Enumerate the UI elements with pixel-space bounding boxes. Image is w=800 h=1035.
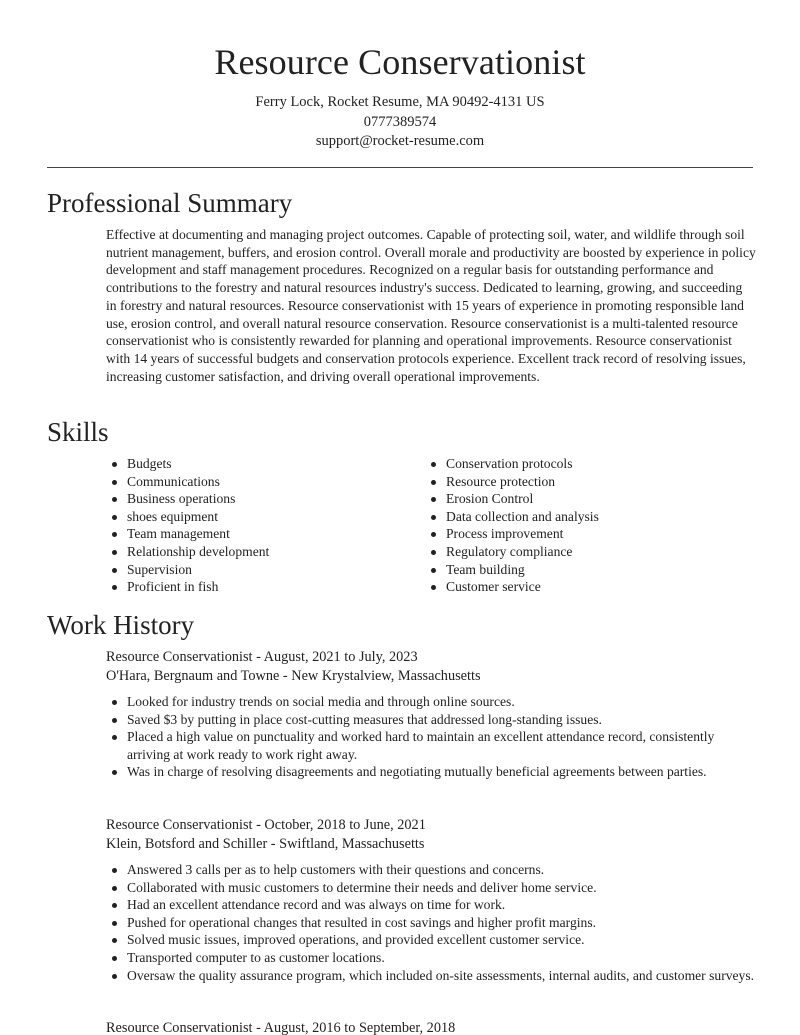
job-company-location: O'Hara, Bergnaum and Towne - New Krystalview, Massachusetts	[106, 667, 481, 684]
skills-list-right	[425, 455, 599, 596]
summary-text	[106, 226, 756, 385]
skill-item: Communications	[106, 473, 269, 491]
job-duty: Solved music issues, improved operations, and provided excellent customer service.	[106, 931, 756, 949]
skill-item: Customer service	[425, 578, 599, 596]
job-title-dates: Resource Conservationist - August, 2016 to September, 2018	[106, 1020, 456, 1035]
section-title-skills: Skills	[47, 417, 109, 447]
skill-item: Conservation protocols	[425, 455, 599, 473]
job-title-dates: Resource Conservationist - August, 2021 to July, 2023	[106, 649, 418, 665]
job-duty: Looked for industry trends on social media and through online sources.	[106, 693, 756, 711]
skill-item: Proficient in fish	[106, 578, 269, 596]
contact-phone: 0777389574	[363, 113, 437, 130]
skills-list-left	[106, 455, 269, 596]
job-duty: Placed a high value on punctuality and worked hard to maintain an excellent attendance record, consistently arriving at work ready to work right away.	[106, 728, 756, 763]
job-duty: Answered 3 calls per as to help customers with their questions and concerns.	[106, 861, 756, 879]
skill-item: Business operations	[106, 490, 269, 508]
skill-item: Team building	[425, 561, 599, 579]
job-duty: Was in charge of resolving disagreements and negotiating mutually beneficial agreements between parties.	[106, 763, 756, 781]
skill-item: Relationship development	[106, 543, 269, 561]
resume-name-heading: Resource Conservationist	[214, 42, 586, 82]
job-entry	[106, 816, 756, 984]
skill-item: Team management	[106, 525, 269, 543]
job-duty: Saved $3 by putting in place cost-cutting measures that addressed long-standing issues.	[106, 711, 756, 729]
job-duties-list	[106, 693, 756, 781]
job-duty: Pushed for operational changes that resulted in cost savings and higher profit margins.	[106, 914, 756, 932]
job-entry	[106, 648, 756, 781]
job-title-dates: Resource Conservationist - October, 2018 to June, 2021	[106, 817, 426, 833]
skill-item: Budgets	[106, 455, 269, 473]
job-duty: Collaborated with music customers to determine their needs and deliver home service.	[106, 879, 756, 897]
job-duties-list	[106, 861, 756, 984]
contact-email: support@rocket-resume.com	[315, 133, 485, 149]
skill-item: Data collection and analysis	[425, 508, 599, 526]
job-duty: Oversaw the quality assurance program, which included on-site assessments, internal audits, and customer surveys.	[106, 967, 756, 985]
skill-item: Regulatory compliance	[425, 543, 599, 561]
header-divider	[47, 167, 753, 168]
skill-item: Process improvement	[425, 525, 599, 543]
contact-info	[0, 93, 800, 152]
skill-item: Erosion Control	[425, 490, 599, 508]
skill-item: Supervision	[106, 561, 269, 579]
section-title-work-history: Work History	[47, 610, 195, 640]
skill-item: shoes equipment	[106, 508, 269, 526]
section-title-summary: Professional Summary	[47, 188, 293, 218]
job-company-location: Klein, Botsford and Schiller - Swiftland, Massachusetts	[106, 835, 425, 852]
job-duty: Had an excellent attendance record and was always on time for work.	[106, 896, 756, 914]
skill-item: Resource protection	[425, 473, 599, 491]
contact-address: Ferry Lock, Rocket Resume, MA 90492-4131 US	[255, 94, 545, 110]
summary-paragraph: Effective at documenting and managing project outcomes. Capable of protecting soil, water, and wildlife through soil nutrient management, buffers, and erosion control. Overall morale and productivity are boosted by experience in policy development and staff management procedures. Recognized on a regular basis for outstanding performance and contributions to the forestry and natural resources industry's success. Dedicated to learning, growing, and succeeding in forestry and natural resources. Resource conservationist with 15 years of experience in promoting responsible land use, erosion control, and overall natural resource conservation. Resource conservationist is a multi-talented resource conservationist who is consistently rewarded for planning and operational improvements. Resource conservationist with 14 years of successful budgets and conservation protocols experience. Excellent track record of resolving issues, increasing customer satisfaction, and driving overall operational improvements.	[106, 227, 756, 384]
job-entry	[106, 1019, 756, 1035]
job-duty: Transported computer to as customer locations.	[106, 949, 756, 967]
